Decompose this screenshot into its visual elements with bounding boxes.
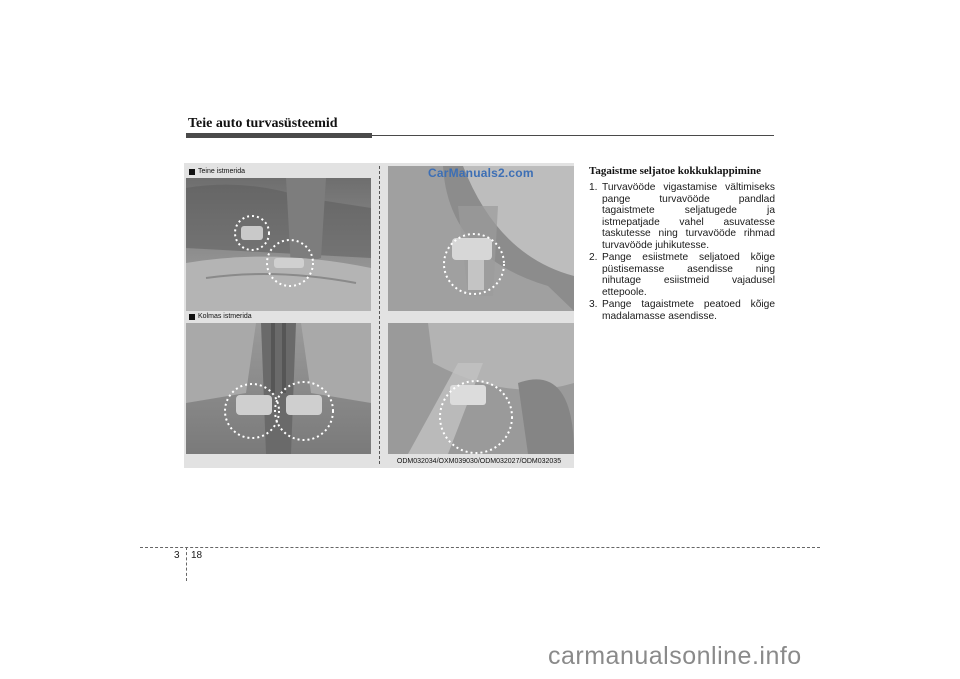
page-header-title: Teie auto turvasüsteemid — [188, 116, 338, 131]
section-title: Tagaistme seljatoe kokkuklappimine — [589, 165, 761, 177]
carmanuals-watermark: CarManuals2.com — [428, 166, 534, 180]
caption-bullet-icon — [189, 314, 195, 320]
step-text: Turvavööde vigastamise vältimiseks pange turvavööde pandlad tagaistmete seljatugede ja istmepatjade vahel asuvatesse taskutesse ning turvavööde rihmad turvavööde juhikutesse. — [602, 182, 775, 251]
footer-divider — [186, 547, 187, 581]
list-item — [589, 252, 775, 298]
step-text: Pange esiistmete seljatoed kõige püstisemasse asendisse ning nihutage esiistmeid vajadusel ettepoole. — [602, 252, 775, 298]
step-number: 2. — [589, 252, 598, 263]
page-number: 18 — [191, 550, 203, 561]
site-watermark: carmanualsonline.info — [548, 642, 802, 670]
footer-rule — [140, 547, 820, 548]
figure-code: ODM032034/OXM039030/ODM032027/ODM032035 — [396, 458, 562, 465]
photo-buckle-pocket — [388, 166, 574, 311]
figure-divider — [379, 166, 380, 464]
third-row-caption-text: Kolmas istmerida — [198, 313, 252, 320]
step-list — [589, 182, 775, 323]
step-number: 3. — [589, 299, 598, 310]
step-number: 1. — [589, 182, 598, 193]
caption-bullet-icon — [189, 169, 195, 175]
header-rule-thick — [186, 133, 372, 138]
photo-third-row — [186, 323, 371, 454]
photo-belt-guide — [388, 323, 574, 454]
list-item — [589, 182, 775, 251]
list-item — [589, 299, 775, 322]
second-row-caption — [189, 168, 245, 175]
header-rule-thin — [372, 135, 774, 136]
chapter-number: 3 — [174, 550, 180, 561]
photo-second-row — [186, 178, 371, 311]
second-row-caption-text: Teine istmerida — [198, 168, 246, 175]
third-row-caption — [189, 313, 252, 320]
step-text: Pange tagaistmete peatoed kõige madalamasse asendisse. — [602, 299, 775, 322]
